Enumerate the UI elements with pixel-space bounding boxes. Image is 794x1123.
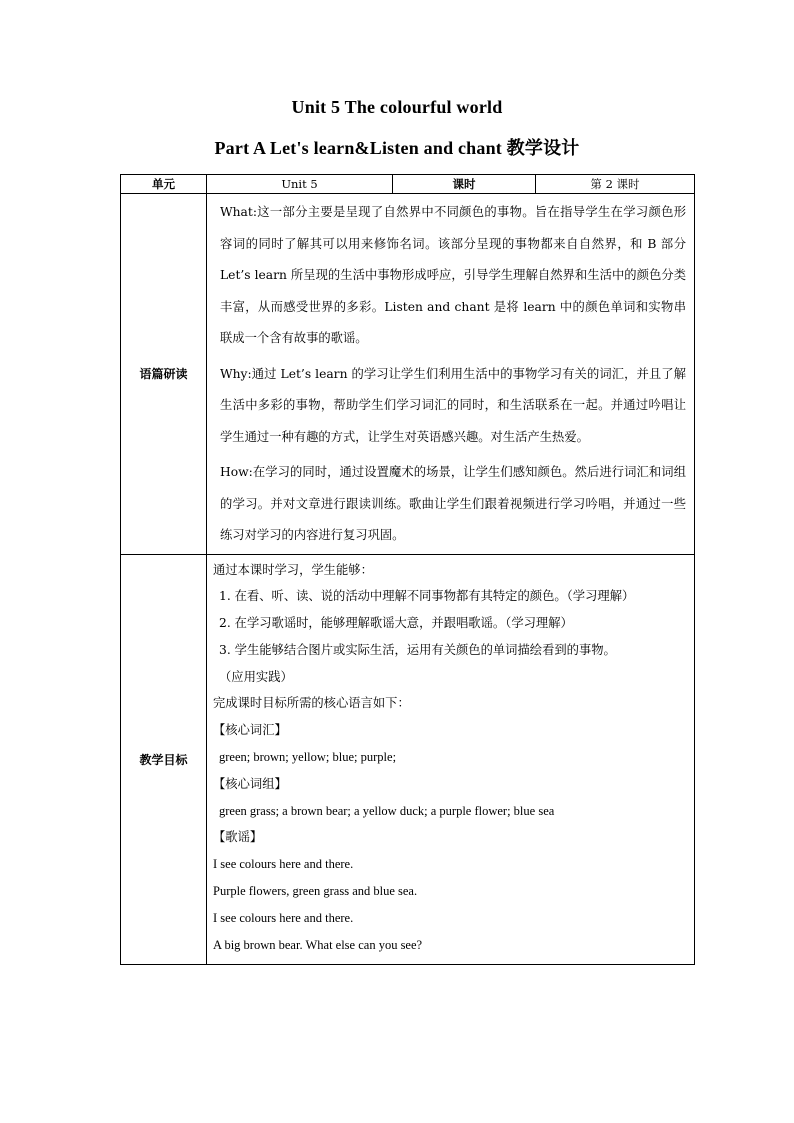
goal-item-3: 3. 学生能够结合图片或实际生活，运用有关颜色的单词描绘看到的事物。: [219, 642, 616, 657]
chant-line: A big brown bear. What else can you see?: [213, 937, 423, 952]
goals-row: [121, 554, 695, 965]
analysis-how: How:在学习的同时，通过设置魔术的场景，让学生们感知颜色。然后进行词汇和词组的学习。并对文章进行跟读训练。歌曲让学生们跟着视频进行学习吟唱，并通过一些练习对学习的内容进行复习巩固。: [220, 465, 686, 542]
core-vocab: green; brown; yellow; blue; purple;: [219, 750, 397, 765]
goal-item-3-cont: （应用实践）: [219, 669, 293, 684]
core-vocab-label: 【核心词汇】: [213, 723, 287, 738]
header-row: [121, 175, 695, 194]
document-title: Unit 5 The colourful world: [291, 97, 503, 117]
goals-content: [207, 554, 695, 965]
chant-line: I see colours here and there.: [213, 857, 354, 872]
goal-item-2: 2. 在学习歌谣时，能够理解歌谣大意，并跟唱歌谣。（学习理解）: [219, 616, 573, 631]
lesson-plan-table: [120, 174, 695, 965]
core-phrase-label: 【核心词组】: [213, 776, 287, 791]
chant-line: Purple flowers, green grass and blue sea.: [213, 884, 418, 899]
analysis-content: [207, 194, 695, 555]
lesson-value: 第 2 课时: [536, 175, 695, 194]
goals-intro: 通过本课时学习，学生能够：: [213, 562, 373, 577]
unit-label: 单元: [121, 175, 207, 194]
analysis-why: Why:通过 Let’s learn 的学习让学生们利用生活中的事物学习有关的词汇，并且了解生活中多彩的事物，帮助学生们学习词汇的同时，和生活联系在一起。并通过吟唱让学生通过一种有趣的方式，让学生对英语感兴趣。对生活产生热爱。: [220, 366, 686, 444]
unit-value: Unit 5: [207, 175, 393, 194]
lesson-label: 课时: [393, 175, 536, 194]
analysis-row: [121, 194, 695, 555]
document-subtitle: Part A Let's learn&Listen and chant 教学设计: [214, 138, 580, 158]
chant-label: 【歌谣】: [213, 830, 263, 845]
analysis-label: 语篇研读: [121, 194, 207, 555]
goal-item-1: 1. 在看、听、读、说的活动中理解不同事物都有其特定的颜色。（学习理解）: [219, 589, 635, 604]
goals-label: 教学目标: [121, 554, 207, 965]
core-phrases: green grass; a brown bear; a yellow duck; a purple flower; blue sea: [219, 803, 555, 818]
core-language-intro: 完成课时目标所需的核心语言如下：: [213, 696, 410, 711]
chant-line: I see colours here and there.: [213, 910, 354, 925]
analysis-what: What:这一部分主要是呈现了自然界中不同颜色的事物。旨在指导学生在学习颜色形容词的同时了解其可以用来修饰名词。该部分呈现的事物都来自自然界，和 B 部分 Let’s learn 所呈现的生活中事物形成呼应，引导学生理解自然界和生活中的颜色分类丰富，从而感受世界的多彩。Listen and chant 是将 learn 中的颜色单词和实物串联成一个含有故事的歌谣。: [220, 205, 686, 345]
